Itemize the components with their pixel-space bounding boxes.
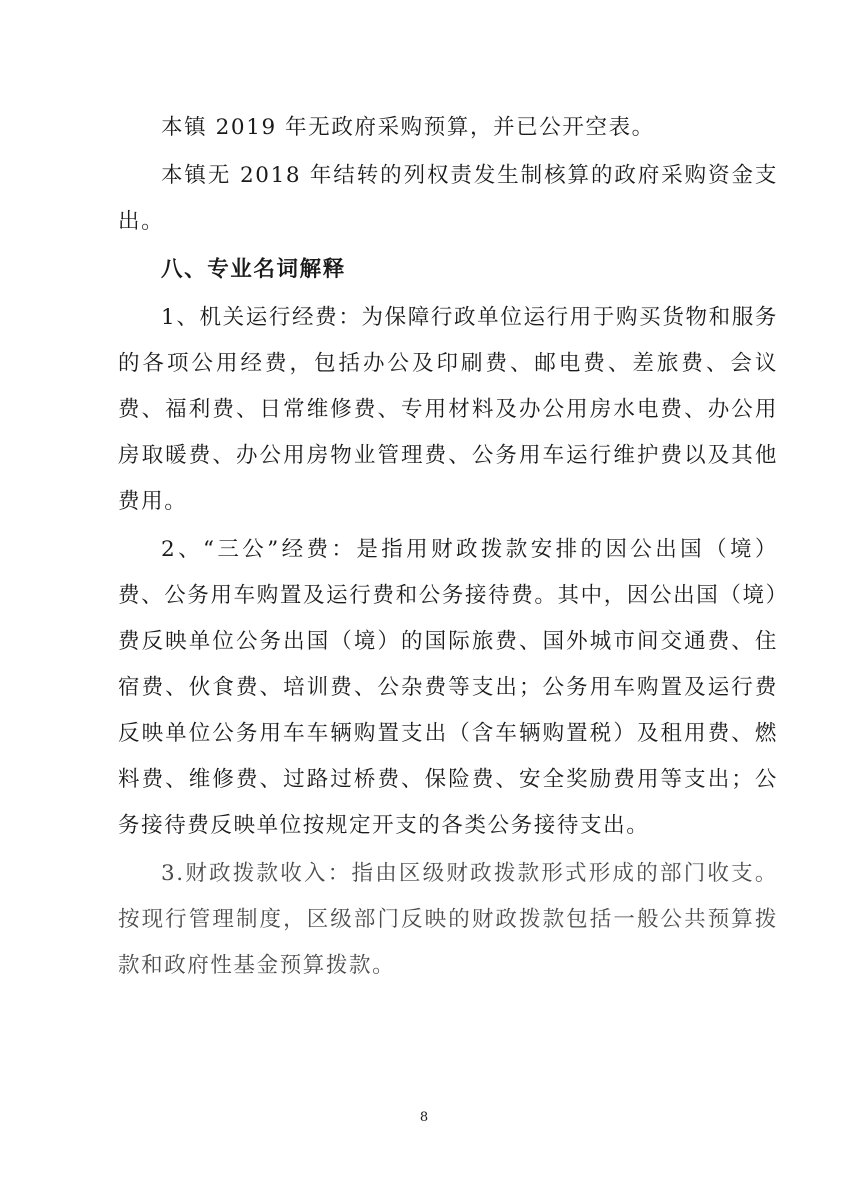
definition-three-public-expenses: 2、“三公”经费：是指用财政拨款安排的因公出国（境）费、公务用车购置及运行费和公务接待费。其中，因公出国（境）费反映单位公务出国（境）的国际旅费、国外城市间交通费、住宿费、伙食费、培训费、公杂费等支出；公务用车购置及运行费反映单位公务用车车辆购置支出（含车辆购置税）及租用费、燃料费、维修费、过路过桥费、保险费、安全奖励费用等支出；公务接待费反映单位按规定开支的各类公务接待支出。 <box>118 537 778 838</box>
procurement-budget-paragraph: 本镇 2019 年无政府采购预算，并已公开空表。 <box>161 115 655 140</box>
page-number: 8 <box>419 1110 429 1125</box>
procurement-carryover-paragraph: 本镇无 2018 年结转的列权责发生制核算的政府采购资金支出。 <box>118 163 778 234</box>
section-heading-terms: 八、专业名词解释 <box>161 257 346 282</box>
definition-operating-expenses: 1、机关运行经费：为保障行政单位运行用于购买货物和服务的各项公用经费，包括办公及印刷费、邮电费、差旅费、会议费、福利费、日常维修费、专用材料及办公用房水电费、办公用房取暖费、办公用房物业管理费、公务用车运行维护费以及其他费用。 <box>118 305 778 514</box>
definition-fiscal-appropriation: 3.财政拨款收入：指由区级财政拨款形式形成的部门收支。按现行管理制度，区级部门反映的财政拨款包括一般公共预算拨款和政府性基金预算拨款。 <box>118 861 778 978</box>
document-body <box>118 105 778 989</box>
